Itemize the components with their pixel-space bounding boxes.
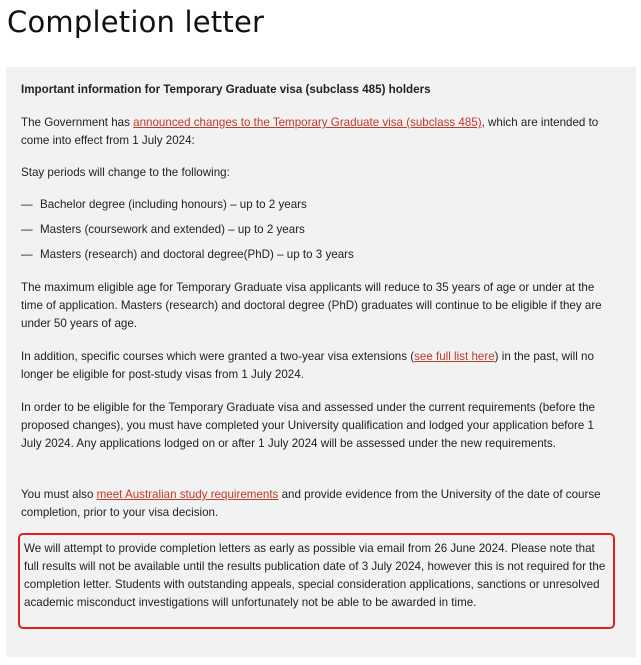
dash-bullet: — (21, 198, 33, 211)
stay-periods-list (21, 196, 616, 271)
age-paragraph: The maximum eligible age for Temporary Graduate visa applicants will reduce to 35 years of age or under at the time of application. Masters (research) and doctoral degree (PhD) graduates will continue to be eligible if they are under 50 years of age. (21, 281, 602, 330)
courses-text-before: In addition, specific courses which were granted a two-year visa extensions ( (21, 350, 415, 363)
study-requirements-paragraph (21, 486, 616, 522)
notice-heading: Important information for Temporary Graduate visa (subclass 485) holders (21, 83, 431, 96)
dash-bullet: — (21, 248, 33, 261)
study-text-after: and provide evidence from the University of the date of course completion, prior to your visa decision. (21, 488, 601, 519)
stay-periods-intro: Stay periods will change to the following: (21, 166, 230, 179)
intro-text-before: The Government has (21, 116, 134, 129)
list-item-label: Masters (research) and doctoral degree(PhD) – up to 3 years (40, 248, 354, 261)
dash-bullet: — (21, 223, 33, 236)
list-item-label: Bachelor degree (including honours) – up to 2 years (40, 198, 307, 211)
intro-paragraph (21, 114, 616, 150)
announced-changes-link[interactable]: announced changes to the Temporary Graduate visa (subclass 485) (133, 116, 482, 129)
study-text-before: You must also (21, 488, 97, 501)
page-title: Completion letter (7, 5, 265, 39)
completion-letter-highlight (18, 533, 615, 629)
courses-text-after: ) in the past, will no longer be eligible for post-study visas from 1 July 2024. (21, 350, 594, 381)
list-item (21, 221, 616, 239)
list-item-label: Masters (coursework and extended) – up to 2 years (40, 223, 305, 236)
see-full-list-link[interactable]: see full list here (414, 350, 495, 363)
intro-text-after: , which are intended to come into effect from 1 July 2024: (21, 116, 599, 147)
visa-notice-box (6, 67, 636, 657)
highlight-paragraph: We will attempt to provide completion letters as early as possible via email from 26 June 2024. Please note that full results will not be available until the results publication date of 3 July 2024, however this is not required for the completion letter. Students with outstanding appeals, special consideration applications, sanctions or unresolved academic misconduct investigations will unfortunately not be able to be awarded in time. (24, 542, 606, 609)
courses-paragraph (21, 348, 616, 384)
list-item (21, 246, 616, 264)
list-item (21, 196, 616, 214)
eligibility-paragraph: In order to be eligible for the Temporary Graduate visa and assessed under the current requirements (before the proposed changes), you must have completed your University qualification and lodged your application before 1 July 2024. Any applications lodged on or after 1 July 2024 will be assessed under the new requirements. (21, 401, 595, 450)
study-requirements-link[interactable]: meet Australian study requirements (96, 488, 279, 501)
